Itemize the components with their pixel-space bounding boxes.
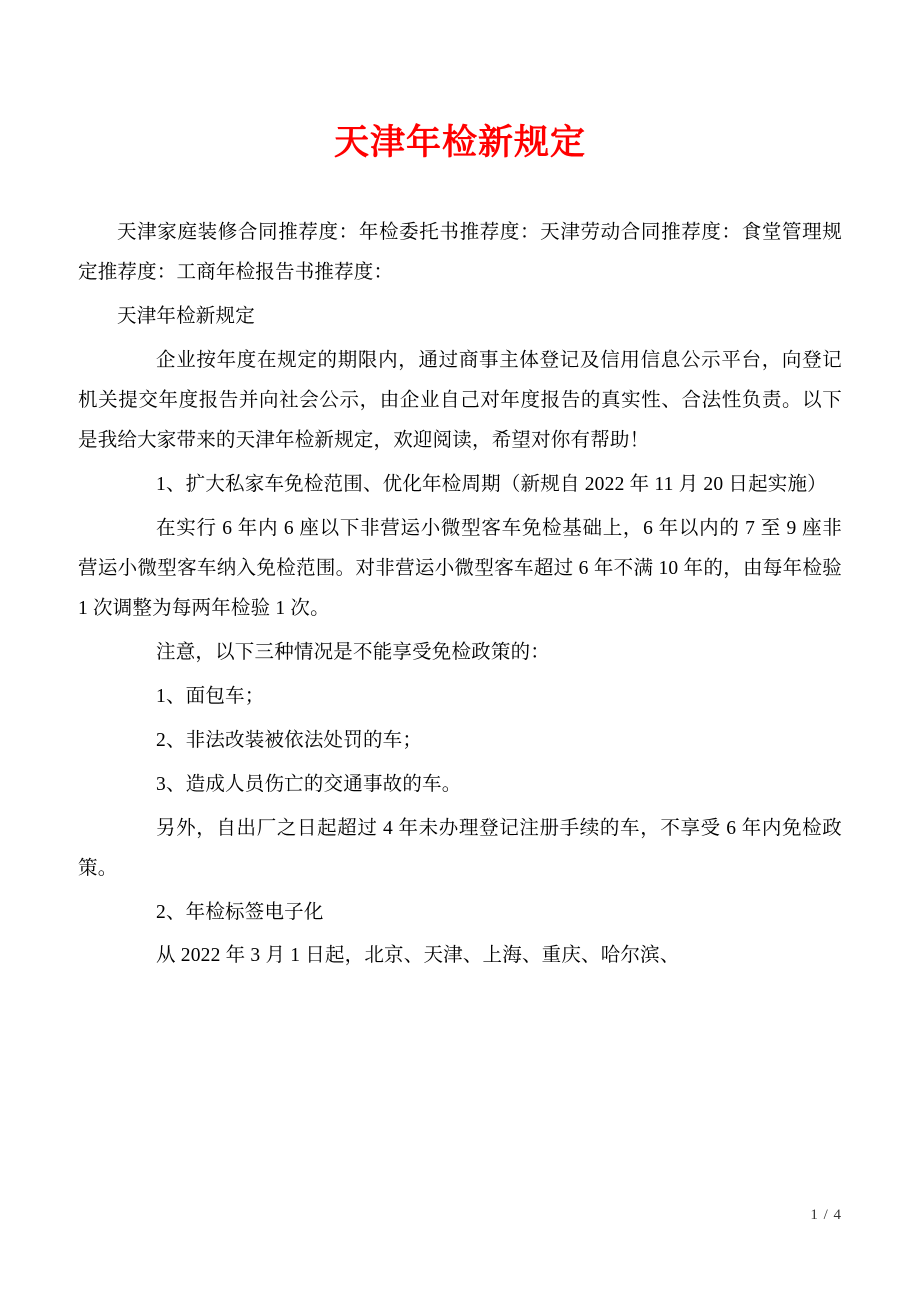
paragraph-exemption-scope: 在实行 6 年内 6 座以下非营运小微型客车免检基础上，6 年以内的 7 至 9 座非营运小微型客车纳入免检范围。对非营运小微型客车超过 6 年不满 10 年的，由每年检验 1 次调整为每两年检验 1 次。 [78, 517, 842, 619]
paragraph-intro: 企业按年度在规定的期限内，通过商事主体登记及信用信息公示平台，向登记机关提交年度报告并向社会公示，由企业自己对年度报告的真实性、合法性负责。以下是我给大家带来的天津年检新规定，欢迎阅读，希望对你有帮助！ [78, 349, 842, 451]
paragraph-recommendations: 天津家庭装修合同推荐度：年检委托书推荐度：天津劳动合同推荐度：食堂管理规定推荐度：工商年检报告书推荐度： [78, 222, 842, 283]
page-number: 1 / 4 [810, 1207, 842, 1223]
paragraph-electronic-label: 从 2022 年 3 月 1 日起，北京、天津、上海、重庆、哈尔滨、 [156, 945, 680, 967]
paragraph-section-2: 2、年检标签电子化 [156, 901, 324, 923]
page-title: 天津年检新规定 [333, 123, 586, 162]
paragraph-note-item-3: 3、造成人员伤亡的交通事故的车。 [156, 773, 462, 795]
paragraph-note-item-1: 1、面包车； [156, 685, 265, 707]
paragraph-section-1: 1、扩大私家车免检范围、优化年检周期（新规自 2022 年 11 月 20 日起实施） [156, 473, 827, 495]
paragraph-note-heading: 注意，以下三种情况是不能享受免检政策的： [156, 641, 551, 663]
paragraph-additional-note: 另外，自出厂之日起超过 4 年未办理登记注册手续的车，不享受 6 年内免检政策。 [78, 817, 842, 879]
paragraph-subtitle: 天津年检新规定 [117, 305, 255, 327]
paragraph-note-item-2: 2、非法改装被依法处罚的车； [156, 729, 423, 751]
